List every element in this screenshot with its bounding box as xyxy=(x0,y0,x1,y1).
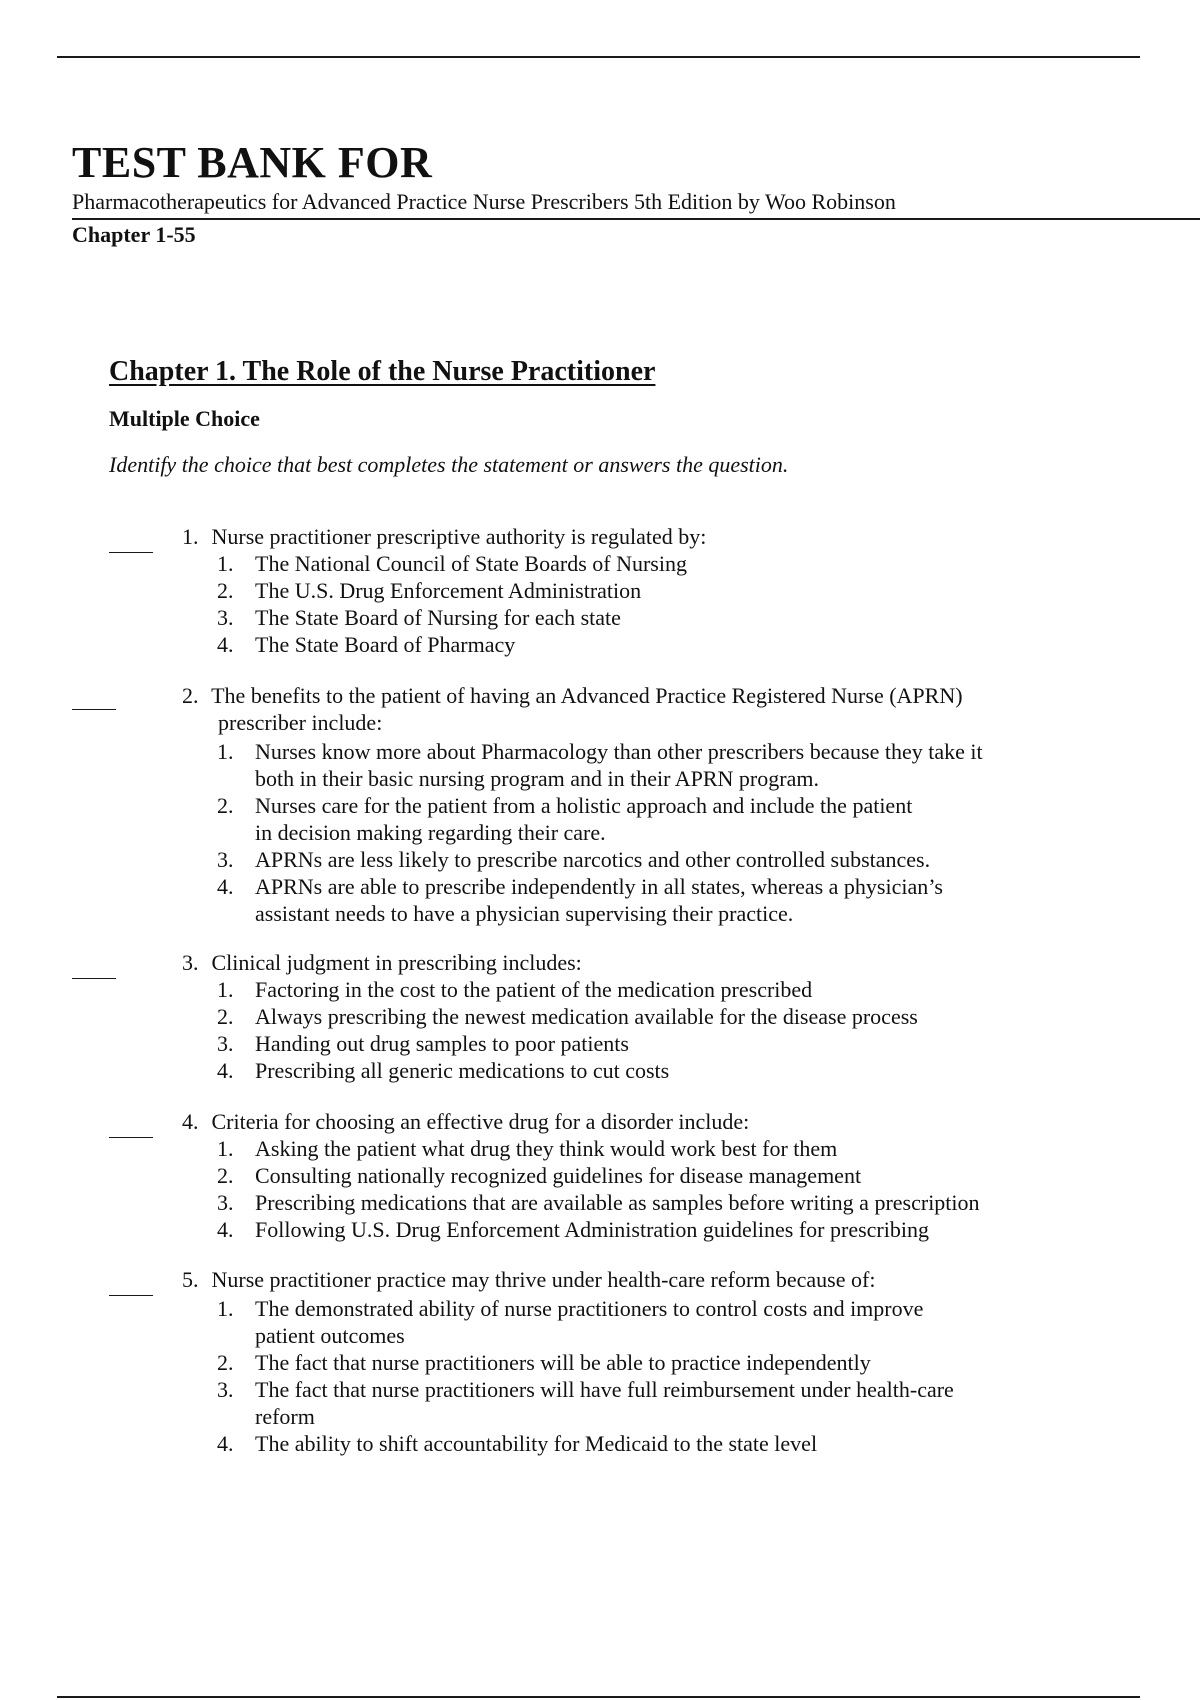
option-text: APRNs are able to prescribe independently in all states, whereas a physician’s assistant needs to have a physician supervising their practice. xyxy=(255,874,943,926)
option[interactable] xyxy=(217,1430,997,1457)
answer-blank[interactable] xyxy=(109,552,153,553)
question-text: Nurse practitioner prescriptive authority is regulated by: xyxy=(211,524,707,549)
option-number: 1. xyxy=(217,1296,234,1321)
option[interactable] xyxy=(217,1216,1097,1243)
bottom-rule xyxy=(57,1696,1140,1698)
option-number: 1. xyxy=(217,551,234,576)
option-number: 3. xyxy=(217,1377,234,1402)
option[interactable] xyxy=(217,846,1007,873)
option-text: The State Board of Pharmacy xyxy=(255,632,516,657)
option[interactable] xyxy=(217,1349,997,1376)
chapter-range: Chapter 1-55 xyxy=(72,222,196,247)
option-number: 4. xyxy=(217,1058,234,1083)
option[interactable] xyxy=(217,1057,1077,1084)
option-text: The National Council of State Boards of Nursing xyxy=(255,551,687,576)
answer-blank[interactable] xyxy=(109,1295,153,1296)
option[interactable] xyxy=(217,1030,1077,1057)
option[interactable] xyxy=(217,1295,997,1349)
question-text: Clinical judgment in prescribing includes: xyxy=(211,950,582,975)
option-number: 1. xyxy=(217,977,234,1002)
option-text: Always prescribing the newest medication available for the disease process xyxy=(255,1004,918,1029)
question-text: The benefits to the patient of having an Advanced Practice Registered Nurse (APRN) xyxy=(211,683,963,708)
option-text: Factoring in the cost to the patient of the medication prescribed xyxy=(255,977,813,1002)
section-heading: Multiple Choice xyxy=(109,406,260,431)
option-text: The fact that nurse practitioners will be able to practice independently xyxy=(255,1350,871,1375)
question-number: 1. xyxy=(182,524,199,549)
option-number: 3. xyxy=(217,1031,234,1056)
question-text: Nurse practitioner practice may thrive under health-care reform because of: xyxy=(211,1267,876,1292)
option-list xyxy=(217,1135,1097,1243)
question-stem xyxy=(182,949,1042,976)
option-number: 1. xyxy=(217,739,234,764)
option-text: The U.S. Drug Enforcement Administration xyxy=(255,578,642,603)
question-stem xyxy=(182,523,1042,550)
question-number: 2. xyxy=(182,683,199,708)
option[interactable] xyxy=(217,577,1077,604)
option[interactable] xyxy=(217,792,1007,846)
option[interactable] xyxy=(217,1003,1077,1030)
question-text: Criteria for choosing an effective drug for a disorder include: xyxy=(211,1109,750,1134)
option[interactable] xyxy=(217,631,1077,658)
option-number: 2. xyxy=(217,578,234,603)
option-text: The fact that nurse practitioners will have full reimbursement under health-care reform xyxy=(255,1377,954,1429)
option-text: Prescribing all generic medications to cut costs xyxy=(255,1058,670,1083)
option-number: 4. xyxy=(217,1217,234,1242)
option-number: 3. xyxy=(217,605,234,630)
option-number: 4. xyxy=(217,874,234,899)
option-number: 2. xyxy=(217,1004,234,1029)
question-number: 3. xyxy=(182,950,199,975)
option-text: Prescribing medications that are available as samples before writing a prescription xyxy=(255,1190,980,1215)
option-number: 3. xyxy=(217,847,234,872)
option[interactable] xyxy=(217,604,1077,631)
question-text-continued: prescriber include: xyxy=(218,710,383,735)
question-stem xyxy=(182,1108,1042,1135)
option-text: Consulting nationally recognized guidelines for disease management xyxy=(255,1163,862,1188)
option-number: 1. xyxy=(217,1136,234,1161)
answer-blank[interactable] xyxy=(72,709,116,710)
answer-blank[interactable] xyxy=(109,1137,153,1138)
question-stem xyxy=(182,1266,1042,1293)
option[interactable] xyxy=(217,873,1007,927)
chapter-heading: Chapter 1. The Role of the Nurse Practitioner xyxy=(109,356,656,387)
option-number: 4. xyxy=(217,1431,234,1456)
option[interactable] xyxy=(217,1189,1097,1216)
option-text: The demonstrated ability of nurse practitioners to control costs and improve patient outcomes xyxy=(255,1296,924,1348)
option-list xyxy=(217,738,1007,927)
question-number: 5. xyxy=(182,1267,199,1292)
option-text: Handing out drug samples to poor patients xyxy=(255,1031,629,1056)
option[interactable] xyxy=(217,738,1007,792)
option-text: The ability to shift accountability for Medicaid to the state level xyxy=(255,1431,818,1456)
option-text: Following U.S. Drug Enforcement Administration guidelines for prescribing xyxy=(255,1217,929,1242)
option[interactable] xyxy=(217,550,1077,577)
option-number: 3. xyxy=(217,1190,234,1215)
option[interactable] xyxy=(217,1162,1097,1189)
option-list xyxy=(217,1295,997,1457)
option-number: 2. xyxy=(217,793,234,818)
subtitle-rule xyxy=(72,218,1200,220)
question-number: 4. xyxy=(182,1109,199,1134)
option[interactable] xyxy=(217,1376,997,1430)
option-number: 4. xyxy=(217,632,234,657)
option-text: The State Board of Nursing for each state xyxy=(255,605,621,630)
document-title: TEST BANK FOR xyxy=(72,138,433,187)
option-list xyxy=(217,550,1077,658)
top-rule xyxy=(57,56,1140,58)
instructions: Identify the choice that best completes the statement or answers the question. xyxy=(109,452,789,477)
option-text: APRNs are less likely to prescribe narcotics and other controlled substances. xyxy=(255,847,931,872)
question-stem xyxy=(182,682,1062,736)
document-subtitle: Pharmacotherapeutics for Advanced Practice Nurse Prescribers 5th Edition by Woo Robinson xyxy=(72,189,896,214)
option[interactable] xyxy=(217,1135,1097,1162)
option-text: Nurses care for the patient from a holistic approach and include the patient in decision making regarding their care. xyxy=(255,793,913,845)
option[interactable] xyxy=(217,976,1077,1003)
option-text: Nurses know more about Pharmacology than other prescribers because they take it both in their basic nursing program and in their APRN program. xyxy=(255,739,983,791)
option-list xyxy=(217,976,1077,1084)
option-number: 2. xyxy=(217,1163,234,1188)
option-text: Asking the patient what drug they think would work best for them xyxy=(255,1136,838,1161)
answer-blank[interactable] xyxy=(72,978,116,979)
option-number: 2. xyxy=(217,1350,234,1375)
